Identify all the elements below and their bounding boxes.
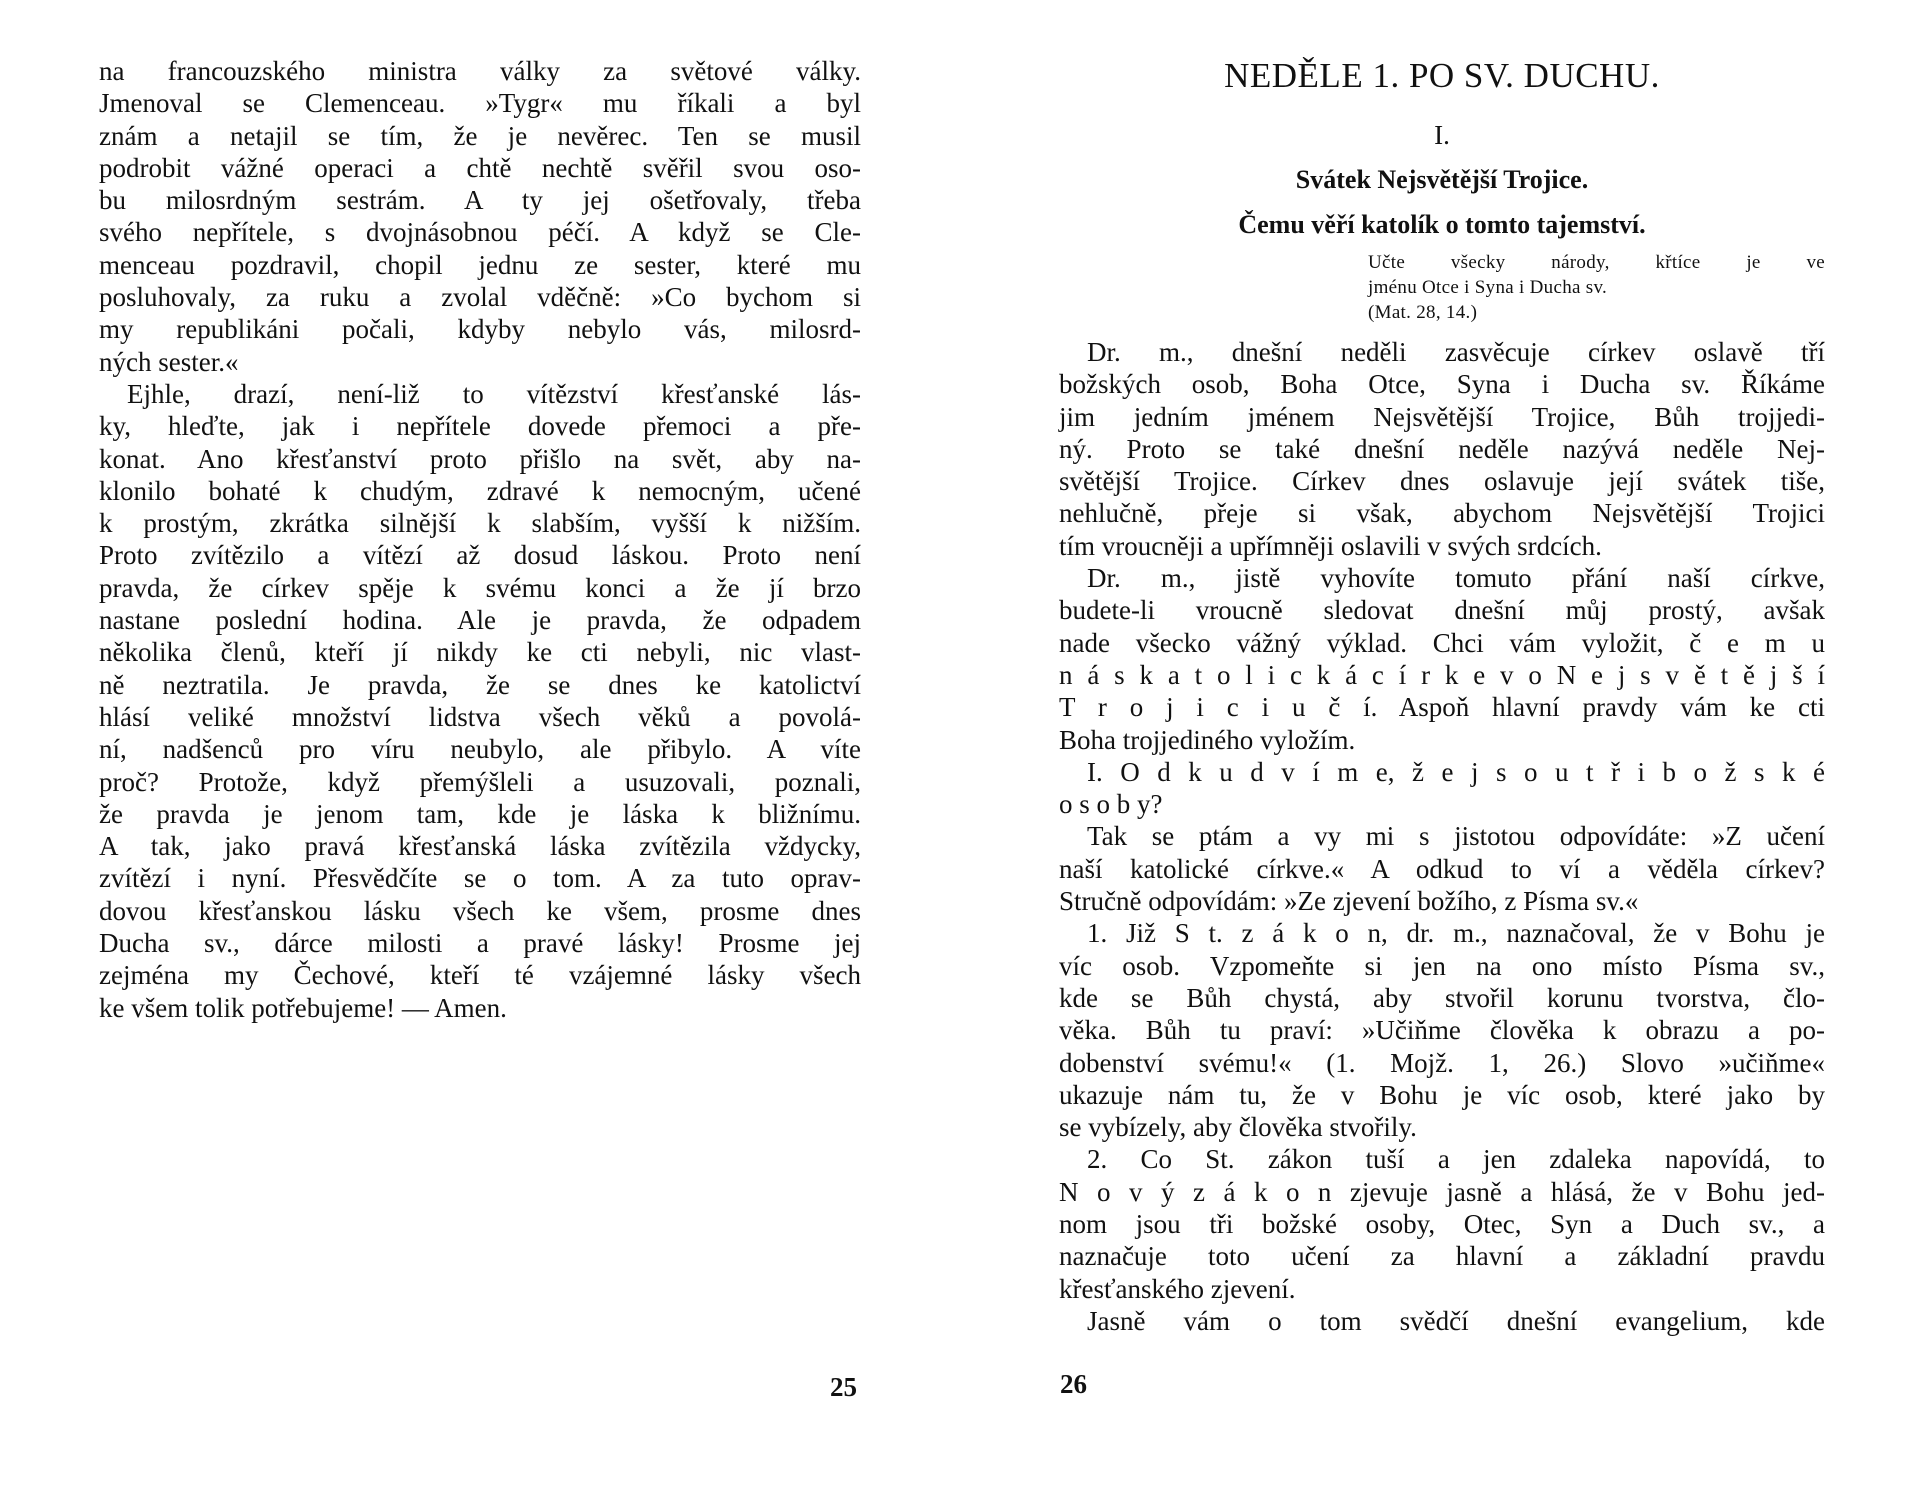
- text-line: zejména my Čechové, kteří té vzájemné lásky všech: [99, 960, 861, 991]
- text-line: Dr. m., jistě vyhovíte tomuto přání naší církve,: [1087, 563, 1825, 594]
- text-line: naznačuje toto učení za hlavní a základní pravdu: [1059, 1241, 1825, 1272]
- text-line: ní, nadšenců pro víru neubylo, ale přibylo. A víte: [99, 734, 861, 765]
- text-line: zvítězí i nyní. Přesvědčíte se o tom. A za tuto oprav-: [99, 863, 861, 894]
- text-line: tím vroucněji a upřímněji oslavili v svých srdcích.: [1059, 530, 1602, 561]
- paragraph: [1059, 820, 1825, 917]
- paragraph: [1059, 1143, 1825, 1304]
- text-line: nehlučně, přeje si však, abychom Nejsvětější Trojici: [1059, 498, 1825, 529]
- text-line: jim jedním jménem Nejsvětější Trojice, Bůh trojjedi-: [1059, 401, 1825, 432]
- sermon-subheading: Čemu věří katolík o tomto tajemství.: [1238, 210, 1646, 239]
- text-line: ný. Proto se také dnešní neděle nazývá neděle Nej-: [1059, 433, 1825, 464]
- text-line: Tak se ptám a vy mi s jistotou odpovídáte: »Z učení: [1087, 821, 1825, 852]
- text-line: proč? Protože, když přemýšleli a usuzovali, poznali,: [99, 766, 861, 797]
- text-line: Stručně odpovídám: »Ze zjevení božího, z Písma sv.«: [1059, 886, 1639, 917]
- text-line: hlásí veliké množství lidstva všech věků a povolá-: [99, 701, 861, 732]
- text-line: že pravda je jenom tam, kde je láska k bližnímu.: [99, 798, 861, 829]
- epigraph-line: Učte všecky národy, křtíce je ve: [1368, 252, 1825, 273]
- text-line: křesťanského zjevení.: [1059, 1273, 1296, 1304]
- text-line: věka. Bůh tu praví: »Učiňme člověka k obrazu a po-: [1059, 1015, 1825, 1046]
- paragraph: [1059, 917, 1825, 1143]
- text-line: I. O d k u d v í m e, ž e j s o u t ř i b o ž s k é: [1087, 756, 1825, 787]
- text-line: Ducha sv., dárce milosti a pravé lásky! Prosme jej: [99, 928, 861, 959]
- paragraph: [99, 55, 861, 378]
- text-line: k prostým, zkrátka silnější k slabším, vyšší k nižším.: [99, 508, 861, 539]
- epigraph: [1368, 250, 1825, 325]
- section-number: I.: [1434, 120, 1450, 150]
- text-line: ně neztratila. Je pravda, že se dnes ke katolictví: [99, 669, 861, 700]
- text-line: 1. Již S t. z á k o n, dr. m., naznačoval, že v Bohu je: [1087, 918, 1825, 949]
- text-line: pravda, že církev spěje k svému konci a že jí brzo: [99, 572, 861, 603]
- paragraph: [1059, 756, 1825, 821]
- text-line: nade všecko vážný výklad. Chci vám vyložit, č e m u: [1059, 627, 1825, 658]
- text-line: ukazuje nám tu, že v Bohu je víc osob, které jako by: [1059, 1079, 1825, 1110]
- text-line: se vybízely, aby člověka stvořily.: [1059, 1112, 1417, 1143]
- paragraph: [99, 378, 861, 1024]
- text-line: bu milosrdným sestrám. A ty jej ošetřovaly, třeba: [99, 185, 861, 216]
- text-line: A tak, jako pravá křesťanská láska zvítězila vždycky,: [99, 831, 861, 862]
- text-line: nastane poslední hodina. Ale je pravda, že odpadem: [99, 605, 861, 636]
- epigraph-line: jménu Otce i Syna i Ducha sv.: [1368, 277, 1608, 298]
- epigraph-citation: (Mat. 28, 14.): [1368, 302, 1478, 323]
- text-line: menceau pozdravil, chopil jednu ze sester, které mu: [99, 249, 861, 280]
- text-line: několika členů, kteří jí nikdy ke cti nebyli, nic vlast-: [99, 637, 861, 668]
- text-line: světější Trojice. Církev dnes oslavuje její svátek tiše,: [1059, 466, 1825, 497]
- paragraph: [1059, 336, 1825, 562]
- text-line: Dr. m., dnešní neděli zasvěcuje církev oslavě tří: [1087, 337, 1825, 367]
- text-line: Ejhle, drazí, není-liž to vítězství křesťanské lás-: [127, 378, 861, 409]
- text-line: ke všem tolik potřebujeme! — Amen.: [99, 992, 507, 1023]
- text-line: naší katolické církve.« A odkud to ví a věděla církev?: [1059, 853, 1825, 884]
- paragraph: [1059, 1305, 1825, 1337]
- text-line: budete-li vroucně sledovat dnešní můj prostý, avšak: [1059, 595, 1825, 626]
- sermon-heading: Svátek Nejsvětější Trojice.: [1295, 165, 1589, 194]
- text-line: dobenství svému!« (1. Mojž. 1, 26.) Slovo »učiňme«: [1059, 1047, 1825, 1078]
- page-number-right: 26: [1060, 1369, 1087, 1399]
- text-line: víc osob. Vzpomeňte si jen na ono místo Písma sv.,: [1059, 950, 1825, 981]
- chapter-title: NEDĚLE 1. PO SV. DUCHU.: [1224, 56, 1660, 95]
- text-line: N o v ý z á k o n zjevuje jasně a hlásá, že v Bohu jed-: [1059, 1176, 1825, 1207]
- text-line: Jasně vám o tom svědčí dnešní evangelium, kde: [1087, 1305, 1825, 1336]
- text-line: svého nepřítele, s dvojnásobnou péčí. A když se Cle-: [99, 217, 861, 248]
- text-line: podrobit vážné operaci a chtě nechtě svěřil svou oso-: [99, 152, 861, 183]
- text-line: konat. Ano křesťanství proto přišlo na svět, aby na-: [99, 443, 861, 474]
- text-line: Proto zvítězilo a vítězí až dosud láskou. Proto není: [99, 540, 861, 571]
- text-line: 2. Co St. zákon tuší a jen zdaleka napovídá, to: [1087, 1144, 1825, 1175]
- text-line: my republikáni počali, kdyby nebylo vás, milosrd-: [99, 314, 861, 345]
- text-line: na francouzského ministra války za světové války.: [99, 56, 861, 86]
- text-line: klonilo bohaté k chudým, zdravé k nemocným, učené: [99, 475, 861, 506]
- text-line: nom jsou tři božské osoby, Otec, Syn a Duch sv., a: [1059, 1209, 1825, 1240]
- text-line: božských osob, Boha Otce, Syna i Ducha sv. Říkáme: [1059, 369, 1825, 400]
- left-page-body: [99, 55, 861, 1024]
- text-line: znám a netajil se tím, že je nevěrec. Ten se musil: [99, 120, 861, 151]
- text-line: Jmenoval se Clemenceau. »Tygr« mu říkali a byl: [99, 88, 861, 119]
- text-line: n á s k a t o l i c k á c í r k e v o N e j s v ě t ě j š í: [1059, 659, 1825, 690]
- text-line: Boha trojjediného vyložím.: [1059, 724, 1356, 755]
- text-line: o s o b y?: [1059, 789, 1163, 820]
- page-number-left: 25: [830, 1372, 857, 1402]
- text-line: dovou křesťanskou lásku všech ke všem, prosme dnes: [99, 895, 861, 926]
- right-page-body: [1059, 336, 1825, 1337]
- text-line: posluhovaly, za ruku a zvolal vděčně: »Co bychom si: [99, 282, 861, 313]
- text-line: ných sester.«: [99, 346, 239, 377]
- text-line: ky, hleďte, jak i nepřítele dovede přemoci a pře-: [99, 411, 861, 442]
- text-line: kde se Bůh chystá, aby stvořil korunu tvorstva, člo-: [1059, 982, 1825, 1013]
- text-line: T r o j i c i u č í. Aspoň hlavní pravdy vám ke cti: [1059, 692, 1825, 723]
- paragraph: [1059, 562, 1825, 756]
